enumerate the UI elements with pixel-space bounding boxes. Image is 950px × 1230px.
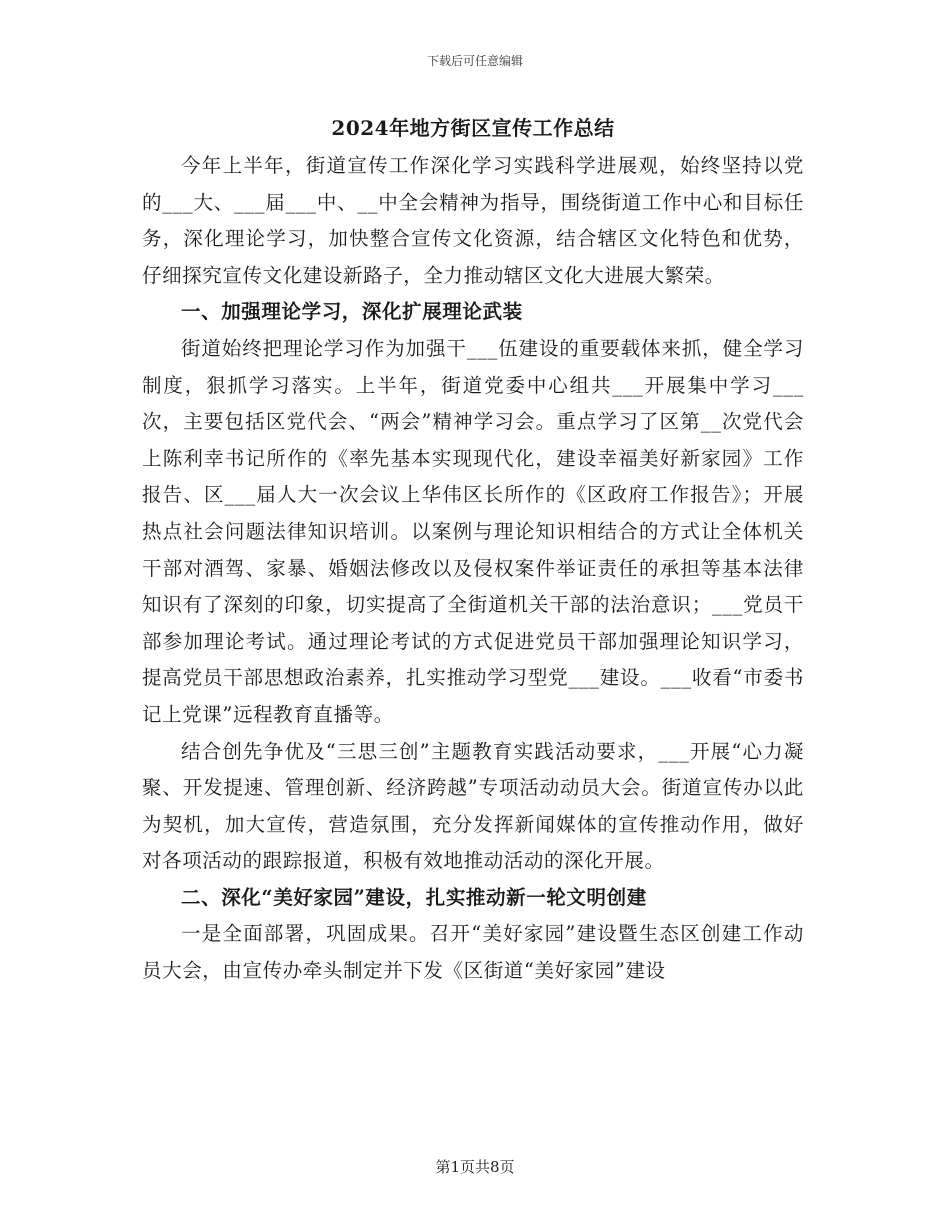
section-1-paragraph-1: 街道始终把理论学习作为加强干___伍建设的重要载体来抓，健全学习制度，狠抓学习落实。上半年，街道党委中心组共___开展集中学习___次，主要包括区党代会、“两会”精神学习会。重点学习了区第__次党代会上陈利幸书记所作的《率先基本实现现代化，建设幸福美好新家园》工作报告、区___届人大一次会议上华伟区长所作的《区政府工作报告》；开展热点社会问题法律知识培训。以案例与理论知识相结合的方式让全体机关干部对酒驾、家暴、婚姻法修改以及侵权案件举证责任的承担等基本法律知识有了深刻的印象，切实提高了全街道机关干部的法治意识；___党员干部参加理论考试。通过理论考试的方式促进党员干部加强理论知识学习，提高党员干部思想政治素养，扎实推动学习型党___建设。___收看“市委书记上党课”远程教育直播等。 [142,336,804,726]
document-title: 2024年地方街区宣传工作总结 [331,116,615,140]
page-header-note: 下载后可任意编辑 [426,54,523,68]
section-2-paragraph-1: 一是全面部署，巩固成果。召开“美好家园”建设暨生态区创建工作动员大会，由宣传办牵头制定并下发《区街道“美好家园”建设 [142,922,804,983]
intro-paragraph: 今年上半年，街道宣传工作深化学习实践科学进展观，始终坚持以党的___大、___届___中、__中全会精神为指导，围绕街道工作中心和目标任务，深化理论学习，加快整合宣传文化资源，结合辖区文化特色和优势，仔细探究宣传文化建设新路子，全力推动辖区文化大进展大繁荣。 [142,154,804,287]
section-1-heading: 一、加强理论学习，深化扩展理论武装 [181,300,523,324]
section-2-heading: 二、深化“美好家园”建设，扎实推动新一轮文明创建 [181,885,647,909]
document-body [142,110,804,990]
section-1-paragraph-2: 结合创先争优及“三思三创”主题教育实践活动要求，___开展“心力凝聚、开发提速、管理创新、经济跨越”专项活动动员大会。街道宣传办以此为契机，加大宣传，营造氛围，充分发挥新闻媒体的宣传推动作用，做好对各项活动的跟踪报道，积极有效地推动活动的深化开展。 [142,739,804,873]
page-footer-page-number: 第1页共8页 [435,1158,515,1176]
